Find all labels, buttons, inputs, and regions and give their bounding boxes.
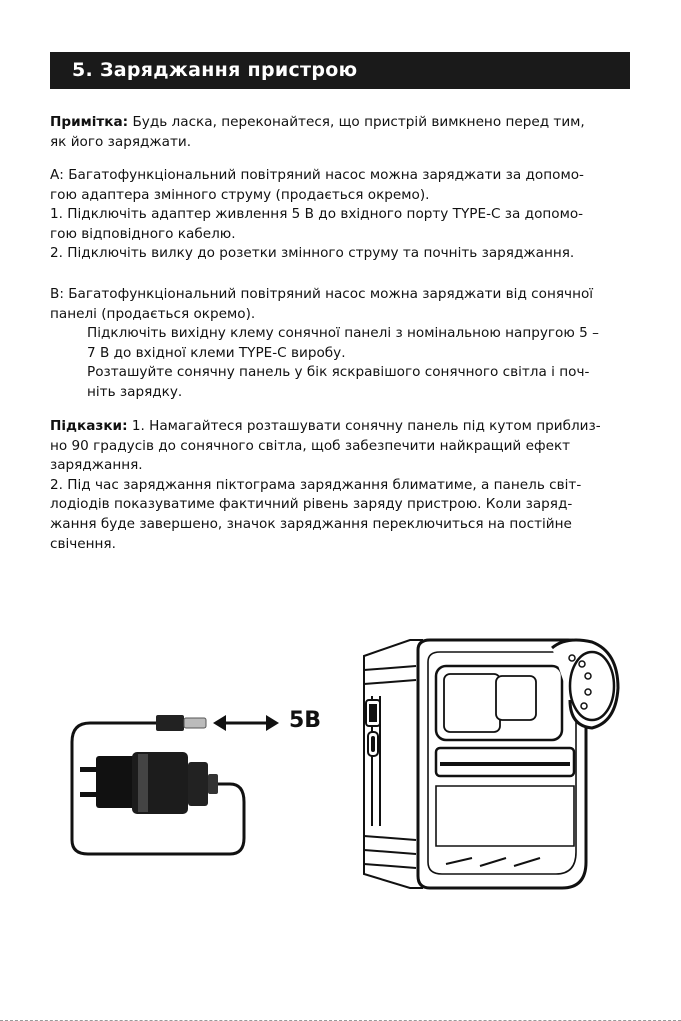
section-a-line: 2. Підключіть вилку до розетки змінного струму та почніть заряджання.	[50, 245, 575, 262]
tips-label: Підказки:	[50, 418, 128, 434]
section-a-paragraph	[50, 166, 635, 264]
section-a-line: гою адаптера змінного струму (продається окремо).	[50, 186, 430, 203]
section-b-indented-line: Розташуйте сонячну панель у бік яскравішого сонячного світла і поч-	[87, 364, 590, 381]
section-b-indented-line: 7 В до вхідної клеми TYPE-C виробу.	[87, 344, 346, 361]
tips-paragraph	[50, 417, 635, 554]
double-arrow-icon	[213, 712, 279, 734]
tips-line: лодіодів показуватиме фактичний рівень заряду пристрою. Коли заряд-	[50, 496, 573, 513]
section-title: 5. Заряджання пристрою	[50, 52, 630, 89]
voltage-label: 5В	[289, 708, 322, 733]
section-a-line: гою відповідного кабелю.	[50, 225, 236, 242]
section-a-line: А: Багатофункціональний повітряний насос можна заряджати за допомо-	[50, 167, 584, 183]
tips-line: но 90 градусів до сонячного світла, щоб забезпечити найкращий ефект	[50, 437, 571, 454]
note-label: Примітка:	[50, 114, 129, 130]
section-b-indented-line: ніть зарядку.	[87, 383, 183, 400]
section-b-paragraph	[50, 285, 635, 403]
note-text-line-2: як його заряджати.	[50, 133, 192, 150]
air-pump-device-illustration	[356, 636, 626, 898]
section-b-line: B: Багатофункціональний повітряний насос можна заряджати від сонячної	[50, 286, 594, 302]
tips-line: свічення.	[50, 535, 116, 552]
section-a-line: 1. Підключіть адаптер живлення 5 В до вхідного порту TYPE-C за допомо-	[50, 206, 584, 223]
note-text-line-1: Будь ласка, переконайтеся, що пристрій вимкнено перед тим,	[128, 114, 585, 130]
tips-line: жання буде завершено, значок заряджання переключиться на постійне	[50, 515, 572, 532]
power-adapter-icon	[80, 752, 218, 814]
usb-c-plug-icon	[156, 715, 184, 731]
section-b-line: панелі (продається окремо).	[50, 305, 256, 322]
tips-text-line-1: 1. Намагайтеся розташувати сонячну панель під кутом приблиз-	[127, 418, 601, 434]
device-side-grip	[364, 640, 422, 888]
note-paragraph	[50, 113, 635, 152]
tips-line: заряджання.	[50, 457, 143, 474]
section-b-indented-line: Підключіть вихідну клему сонячної панелі з номінальною напругою 5 –	[87, 325, 599, 342]
tips-line: 2. Під час заряджання піктограма заряджання блиматиме, а панель світ-	[50, 476, 582, 493]
